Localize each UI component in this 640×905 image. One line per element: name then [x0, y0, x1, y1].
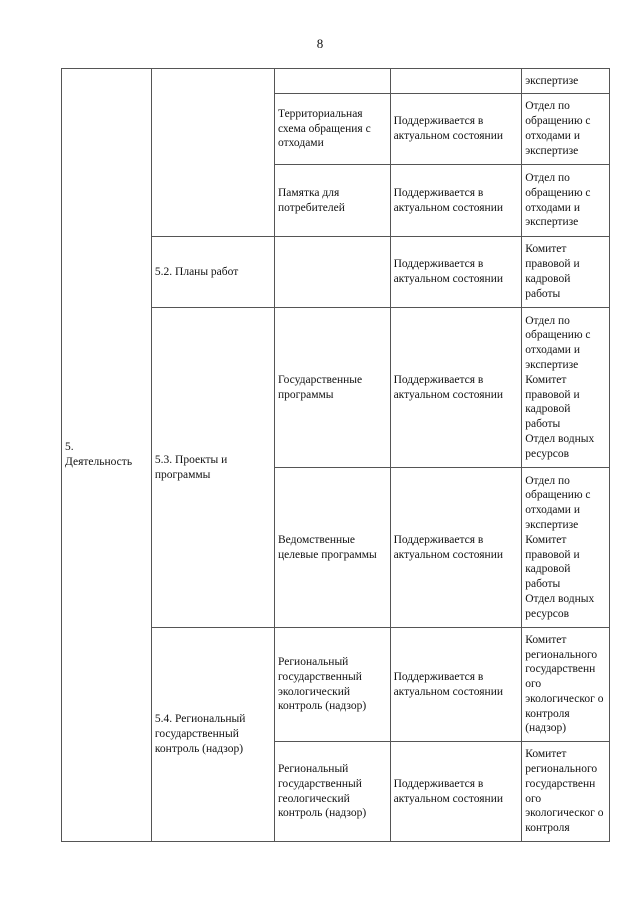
status-cell [390, 69, 522, 94]
item-cell: Региональный государственный экологический контроль (надзор) [274, 628, 390, 742]
status-cell: Поддерживается в актуальном состоянии [390, 165, 522, 237]
responsible-cell: Отдел по обращению с отходами и экспертизе [522, 94, 610, 165]
responsible-cell: Комитет правовой и кадровой работы [522, 237, 610, 308]
item-cell: Памятка для потребителей [274, 165, 390, 237]
responsible-cell: Отдел по обращению с отходами и экспертизе [522, 165, 610, 237]
status-cell: Поддерживается в актуальном состоянии [390, 468, 522, 628]
status-cell: Поддерживается в актуальном состоянии [390, 94, 522, 165]
item-cell [274, 237, 390, 308]
status-cell: Поддерживается в актуальном состоянии [390, 237, 522, 308]
responsible-cell: экспертизе [522, 69, 610, 94]
status-cell: Поддерживается в актуальном состоянии [390, 308, 522, 468]
status-cell: Поддерживается в актуальном состоянии [390, 628, 522, 742]
item-cell: Региональный государственный геологический контроль (надзор) [274, 742, 390, 842]
responsible-cell: Комитет регионального государственн ого экологическог о контроля [522, 742, 610, 842]
table-row [62, 69, 610, 94]
status-cell: Поддерживается в актуальном состоянии [390, 742, 522, 842]
item-cell [274, 69, 390, 94]
responsible-cell: Отдел по обращению с отходами и экспертизе Комитет правовой и кадровой работы Отдел водных ресурсов [522, 308, 610, 468]
subsection-cell: 5.2. Планы работ [151, 237, 274, 308]
responsible-cell: Отдел по обращению с отходами и экспертизе Комитет правовой и кадровой работы Отдел водных ресурсов [522, 468, 610, 628]
subsection-cell [151, 69, 274, 237]
item-cell: Государственные программы [274, 308, 390, 468]
document-table [61, 68, 610, 842]
section-cell: 5. Деятельность [62, 69, 152, 842]
responsible-cell: Комитет регионального государственн ого экологическог о контроля (надзор) [522, 628, 610, 742]
page-number: 8 [316, 36, 324, 51]
item-cell: Территориальная схема обращения с отходами [274, 94, 390, 165]
subsection-cell: 5.4. Региональный государственный контроль (надзор) [151, 628, 274, 842]
item-cell: Ведомственные целевые программы [274, 468, 390, 628]
subsection-cell: 5.3. Проекты и программы [151, 308, 274, 628]
